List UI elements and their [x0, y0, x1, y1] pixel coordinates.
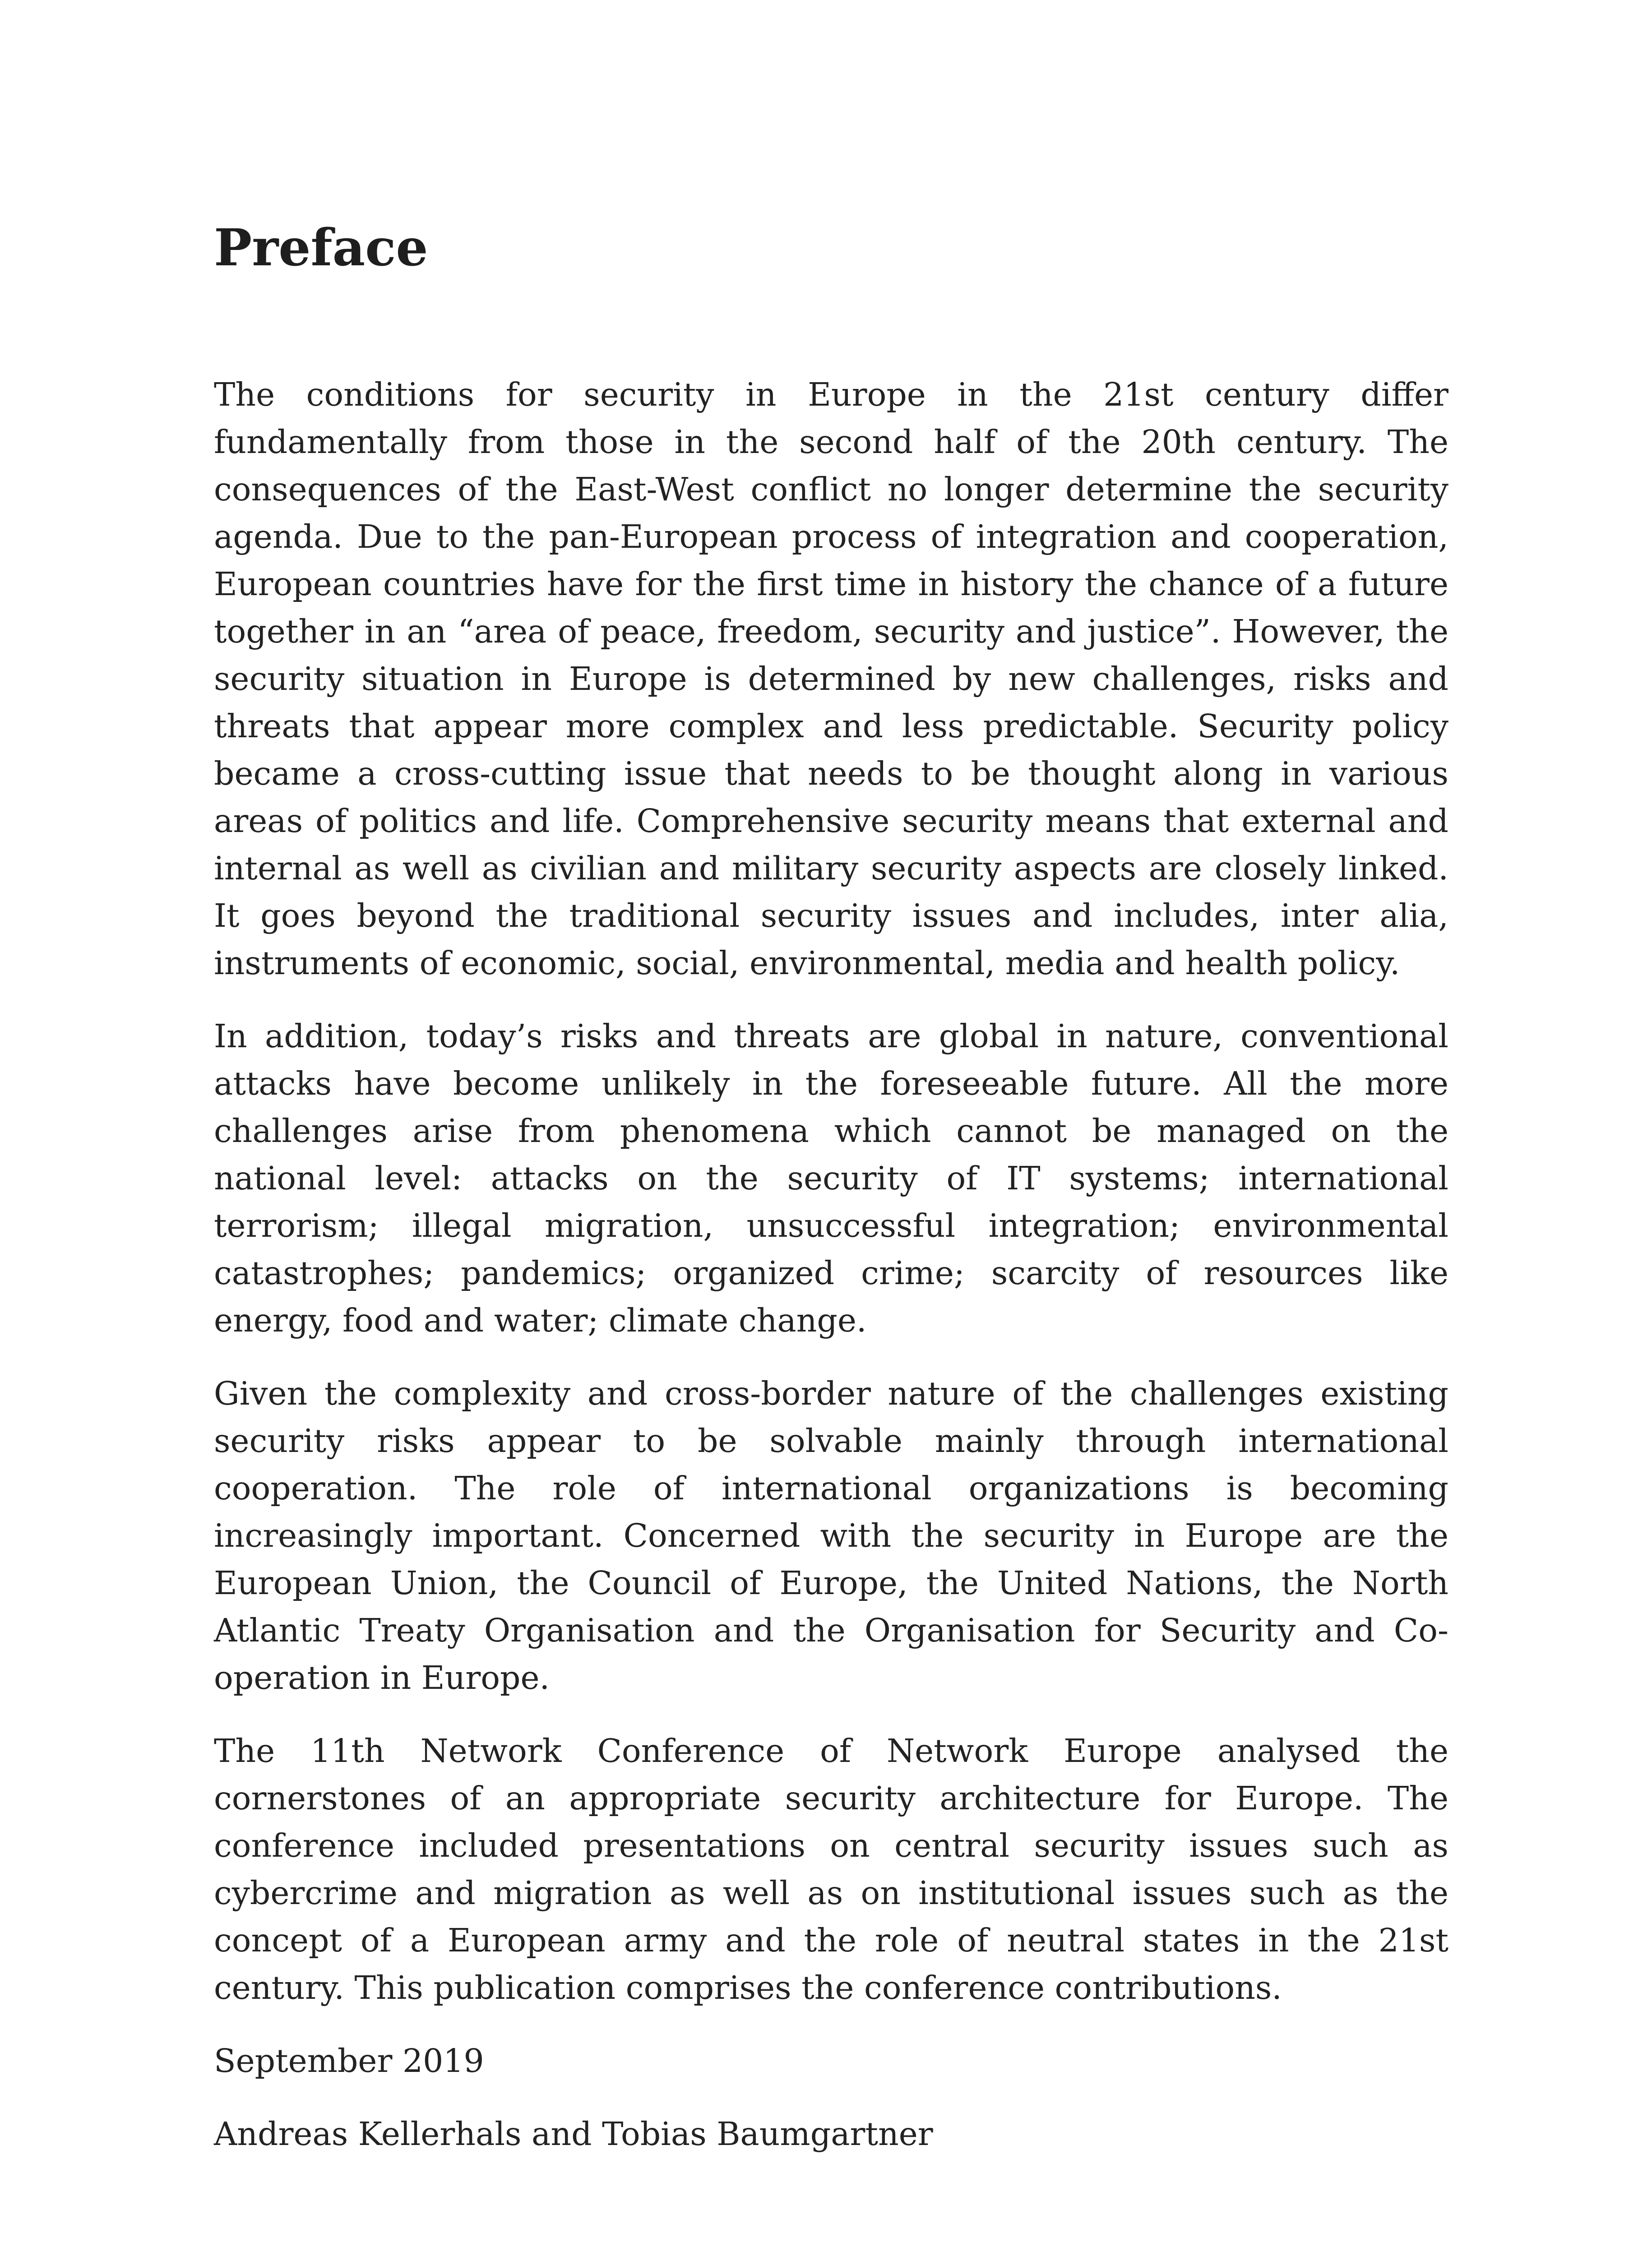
paragraph-international-cooperation: Given the complexity and cross-border nature of the challenges existing security risks appear to be solvable mainly through international cooperation. The role of international organizations is becoming increasingly important. Concerned with the security in Europe are the European Union, the Council of Europe, the United Nations, the North Atlantic Treaty Organisation and the Organisation for Security and Co-operation in Europe.	[214, 1375, 1448, 1697]
paragraph-security-conditions: The conditions for security in Europe in the 21st century differ fundamentally from those in the second half of the 20th century. The consequences of the East-West conflict no longer determine the security agenda. Due to the pan-European process of integration and cooperation, European countries have for the first time in history the chance of a future together in an “area of peace, freedom, security and justice”. However, the security situation in Europe is determined by new challenges, risks and threats that appear more complex and less predictable. Security policy became a cross-cutting issue that needs to be thought along in various areas of politics and life. Comprehensive security means that external and internal as well as civilian and military security aspects are closely linked. It goes beyond the traditional security issues and includes, inter alia, instruments of economic, social, environmental, media and health policy.	[214, 376, 1448, 982]
paragraph-global-risks: In addition, today’s risks and threats are global in nature, conventional attacks have become unlikely in the foreseeable future. All the more challenges arise from phenomena which cannot be managed on the national level: attacks on the security of IT systems; international terrorism; illegal migration, unsuccessful integration; environmental catastrophes; pandemics; organized crime; scarcity of resources like energy, food and water; climate change.	[214, 1017, 1448, 1339]
preface-authors: Andreas Kellerhals and Tobias Baumgartner	[214, 2115, 933, 2153]
paragraph-network-conference: The 11th Network Conference of Network Europe analysed the cornerstones of an appropriate security architecture for Europe. The conference included presentations on central security issues such as cybercrime and migration as well as on institutional issues such as the concept of a European army and the role of neutral states in the 21st century. This publication comprises the conference contributions.	[214, 1732, 1448, 2006]
preface-date: September 2019	[214, 2042, 484, 2080]
preface-body	[214, 371, 1448, 2183]
page-title: Preface	[214, 218, 428, 277]
